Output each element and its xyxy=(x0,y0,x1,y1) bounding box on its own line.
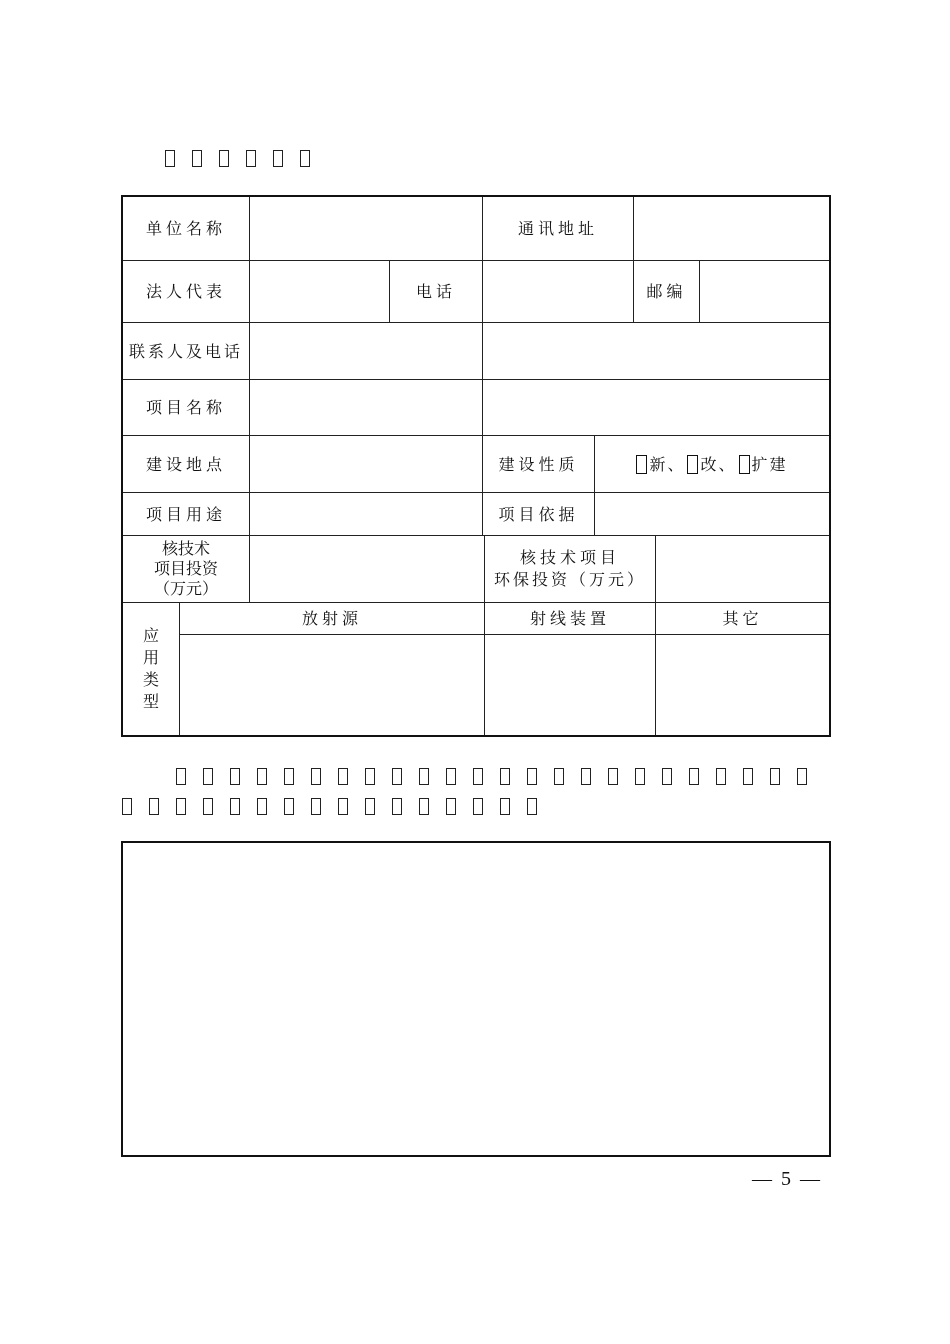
legal-rep-field[interactable] xyxy=(250,261,389,322)
unit-name-label: 单位名称 xyxy=(145,219,226,238)
missing-glyph-box xyxy=(300,150,310,167)
description-text-area[interactable] xyxy=(121,841,831,1157)
registration-form-table xyxy=(121,195,831,737)
notice-line-1 xyxy=(176,768,824,785)
missing-glyph-box xyxy=(230,768,240,785)
missing-glyph-box xyxy=(273,150,283,167)
separator: 、 xyxy=(667,454,686,474)
missing-glyph-box xyxy=(716,768,726,785)
missing-glyph-box xyxy=(500,768,510,785)
missing-glyph-box xyxy=(338,768,348,785)
missing-glyph-box xyxy=(122,798,132,815)
nature-options xyxy=(595,436,829,492)
missing-glyph-box xyxy=(219,150,229,167)
application-type-char: 型 xyxy=(142,692,159,711)
env-investment-field[interactable] xyxy=(656,536,829,602)
missing-glyph-box xyxy=(176,798,186,815)
new-option-label: 新 xyxy=(649,454,668,474)
application-type-char: 用 xyxy=(142,648,159,667)
missing-glyph-box xyxy=(203,798,213,815)
investment-label-line: 项目投资 xyxy=(153,559,218,578)
investment-label-line: 核技术 xyxy=(161,539,210,558)
missing-glyph-box xyxy=(311,798,321,815)
missing-glyph-box xyxy=(192,150,202,167)
missing-glyph-box xyxy=(257,768,267,785)
missing-glyph-box xyxy=(770,768,780,785)
env-investment-label-line: 环保投资（万元） xyxy=(493,570,646,589)
separator: 、 xyxy=(718,454,737,474)
missing-glyph-box xyxy=(338,798,348,815)
missing-glyph-box xyxy=(689,768,699,785)
missing-glyph-box xyxy=(365,798,375,815)
investment-field[interactable] xyxy=(250,536,484,602)
missing-glyph-box xyxy=(392,798,402,815)
missing-glyph-box xyxy=(176,768,186,785)
missing-glyph-box xyxy=(743,768,753,785)
ray-device-field[interactable] xyxy=(485,635,655,735)
missing-glyph-box xyxy=(419,798,429,815)
postcode-label: 邮编 xyxy=(646,282,687,301)
notice-line-2 xyxy=(122,798,554,815)
expand-checkbox[interactable] xyxy=(739,455,750,474)
missing-glyph-box xyxy=(392,768,402,785)
site-field[interactable] xyxy=(250,436,482,492)
missing-glyph-box xyxy=(365,768,375,785)
other-field[interactable] xyxy=(656,635,829,735)
missing-glyph-box xyxy=(500,798,510,815)
page-number: — 5 — xyxy=(752,1168,822,1190)
postcode-field[interactable] xyxy=(700,261,829,322)
application-type-char: 类 xyxy=(142,670,159,689)
phone-label: 电话 xyxy=(415,282,456,301)
nature-label: 建设性质 xyxy=(498,454,579,474)
contact-field[interactable] xyxy=(250,323,829,379)
env-investment-label xyxy=(485,536,655,602)
application-type-label xyxy=(123,603,179,735)
missing-glyph-box xyxy=(473,798,483,815)
missing-glyph-box xyxy=(581,768,591,785)
new-checkbox[interactable] xyxy=(636,455,647,474)
missing-glyph-box xyxy=(797,768,807,785)
purpose-field[interactable] xyxy=(250,493,482,535)
investment-label-line: （万元） xyxy=(153,579,218,598)
missing-glyph-box xyxy=(246,150,256,167)
missing-glyph-box xyxy=(527,768,537,785)
purpose-label: 项目用途 xyxy=(145,504,226,524)
missing-glyph-box xyxy=(311,768,321,785)
address-label: 通讯地址 xyxy=(517,219,598,238)
missing-glyph-box xyxy=(527,798,537,815)
project-name-field[interactable] xyxy=(250,380,829,435)
missing-glyph-box xyxy=(203,768,213,785)
missing-glyph-box xyxy=(230,798,240,815)
missing-glyph-box xyxy=(635,768,645,785)
contact-label: 联系人及电话 xyxy=(128,341,243,361)
expand-option-label: 扩建 xyxy=(751,454,788,474)
unit-name-field[interactable] xyxy=(250,197,482,260)
other-header: 其它 xyxy=(722,609,763,628)
missing-glyph-box xyxy=(446,768,456,785)
radioactive-source-field[interactable] xyxy=(180,635,484,735)
missing-glyph-box xyxy=(608,768,618,785)
missing-glyph-box xyxy=(446,798,456,815)
missing-glyph-box xyxy=(284,798,294,815)
missing-glyph-box xyxy=(419,768,429,785)
ray-device-header: 射线装置 xyxy=(529,609,610,628)
reconstruct-option-label: 改 xyxy=(700,454,719,474)
phone-field[interactable] xyxy=(483,261,633,322)
radioactive-source-header: 放射源 xyxy=(301,609,362,628)
missing-glyph-box xyxy=(149,798,159,815)
missing-glyph-box xyxy=(554,768,564,785)
legal-rep-label: 法人代表 xyxy=(145,282,226,301)
section-heading xyxy=(165,150,327,167)
address-field[interactable] xyxy=(634,197,829,260)
env-investment-label-line: 核技术项目 xyxy=(519,548,620,567)
missing-glyph-box xyxy=(473,768,483,785)
basis-label: 项目依据 xyxy=(498,504,579,524)
missing-glyph-box xyxy=(662,768,672,785)
investment-label xyxy=(123,536,249,602)
basis-field[interactable] xyxy=(595,493,829,535)
missing-glyph-box xyxy=(284,768,294,785)
missing-glyph-box xyxy=(165,150,175,167)
missing-glyph-box xyxy=(257,798,267,815)
site-label: 建设地点 xyxy=(145,454,226,474)
application-type-char: 应 xyxy=(142,626,159,645)
project-name-label: 项目名称 xyxy=(145,398,226,417)
reconstruct-checkbox[interactable] xyxy=(687,455,698,474)
